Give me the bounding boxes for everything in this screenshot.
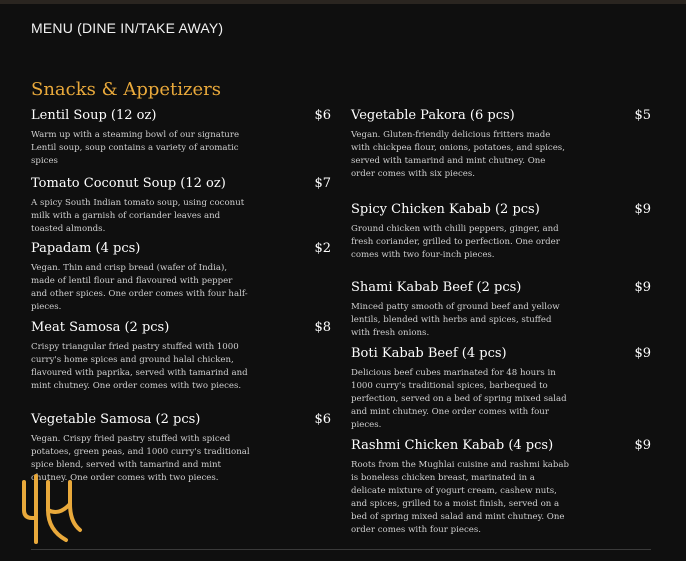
item-name: Rashmi Chicken Kabab (4 pcs)	[351, 438, 554, 453]
item-name: Vegetable Pakora (6 pcs)	[351, 108, 515, 123]
bottom-divider	[31, 549, 651, 550]
item-description: Vegan. Thin and crisp bread (wafer of India), made of lentil flour and flavoured with pepper and other spices. One order comes with four half-pieces.	[31, 263, 248, 312]
item-price: $6	[314, 108, 331, 123]
item-description: Vegan. Gluten-friendly delicious fritters made with chickpea flour, onions, potatoes, and spices, served with tamarind and mint chutney. One order comes with six pieces.	[351, 130, 565, 179]
item-name: Vegetable Samosa (2 pcs)	[31, 412, 201, 427]
item-description: Crispy triangular fried pastry stuffed with 1000 curry's home spices and ground halal chicken, flavoured with paprika, served with tamarind and mint chutney. One order comes with two pieces.	[31, 342, 248, 391]
menu-item	[31, 320, 331, 393]
menu-item	[351, 108, 651, 181]
item-description: Roots from the Mughlai cuisine and rashmi kabab is boneless chicken breast, marinated in a delicate mixture of yogurt cream, cashew nuts, and spices, grilled to a moist finish, served on a bed of spring mixed salad and mint chutney. One order comes with four pieces.	[351, 460, 570, 535]
item-price: $6	[314, 412, 331, 427]
top-border	[0, 0, 686, 4]
item-description: Vegan. Crispy fried pastry stuffed with spiced potatoes, green peas, and 1000 curry's traditional spice blend, served with tamarind and mint chutney. One order comes with two pieces.	[31, 434, 250, 483]
item-price: $2	[314, 241, 331, 256]
menu-item	[351, 438, 651, 537]
menu-item	[351, 202, 651, 262]
item-name: Meat Samosa (2 pcs)	[31, 320, 170, 335]
fork-knife-logo-icon	[18, 470, 88, 550]
item-price: $5	[634, 108, 651, 123]
item-price: $8	[314, 320, 331, 335]
item-name: Papadam (4 pcs)	[31, 241, 141, 256]
menu-item	[351, 346, 651, 432]
item-description: A spicy South Indian tomato soup, using coconut milk with a garnish of coriander leaves and toasted almonds.	[31, 198, 245, 234]
menu-item	[31, 176, 331, 236]
section-title: Snacks & Appetizers	[31, 79, 222, 100]
item-name: Shami Kabab Beef (2 pcs)	[351, 280, 522, 295]
item-description: Minced patty smooth of ground beef and yellow lentils, blended with herbs and spices, stuffed with fresh onions.	[351, 302, 560, 338]
item-price: $9	[634, 202, 651, 217]
menu-header: MENU (DINE IN/TAKE AWAY)	[31, 20, 224, 36]
item-price: $9	[634, 438, 651, 453]
menu-item	[31, 241, 331, 314]
item-price: $9	[634, 280, 651, 295]
item-price: $9	[634, 346, 651, 361]
menu-item	[351, 280, 651, 340]
menu-item	[31, 108, 331, 168]
item-description: Delicious beef cubes marinated for 48 hours in 1000 curry's traditional spices, barbequed to perfection, served on a bed of spring mixed salad and mint chutney. One order comes with four pieces.	[351, 368, 567, 430]
item-name: Boti Kabab Beef (4 pcs)	[351, 346, 507, 361]
item-description: Warm up with a steaming bowl of our signature Lentil soup, soup contains a variety of aromatic spices	[31, 130, 240, 166]
item-description: Ground chicken with chilli peppers, ginger, and fresh coriander, grilled to perfection. One order comes with two four-inch pieces.	[351, 224, 560, 260]
item-name: Tomato Coconut Soup (12 oz)	[31, 176, 226, 191]
item-price: $7	[314, 176, 331, 191]
item-name: Spicy Chicken Kabab (2 pcs)	[351, 202, 540, 217]
item-name: Lentil Soup (12 oz)	[31, 108, 157, 123]
